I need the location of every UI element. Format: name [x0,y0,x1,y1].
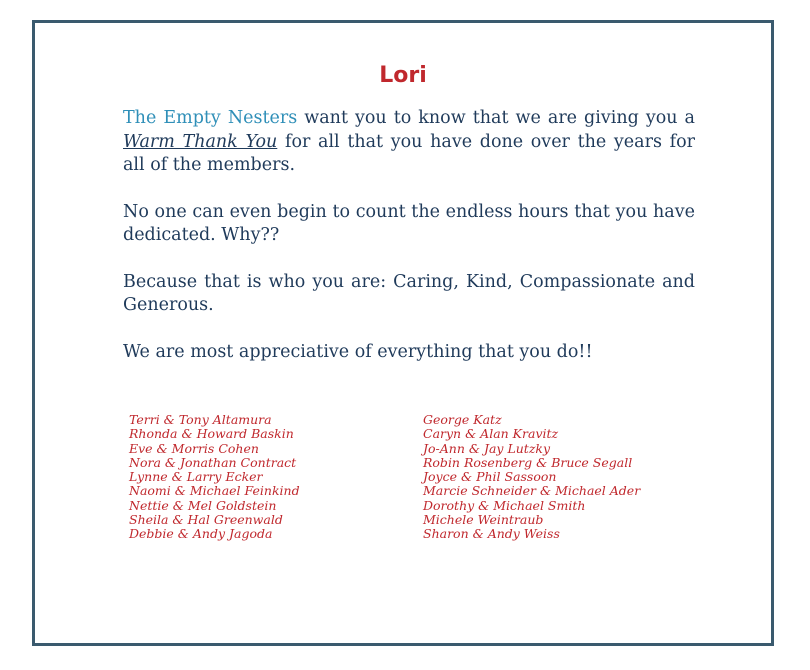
signature: Lynne & Larry Ecker [129,469,263,485]
message-paragraph-2: No one can even begin to count the endless hours that you have dedicated. Why?? [123,201,695,245]
signature: Sharon & Andy Weiss [423,526,560,542]
group-name: The Empty Nesters [123,108,298,128]
signature: Terri & Tony Altamura [129,412,272,427]
message-paragraph-4: We are most appreciative of everything that you do!! [123,341,593,362]
signature: Nora & Jonathan Contract [129,454,297,470]
signature: Joyce & Phil Sassoon [423,469,557,485]
signature: Debbie & Andy Jagoda [129,526,273,542]
signature: Robin Rosenberg & Bruce Segall [423,454,633,470]
paragraph-1-part-a: want you to know that we are giving you a [297,108,695,128]
signature: Jo-Ann & Jay Lutzky [423,440,551,456]
card-title: Lori [379,63,427,88]
signature: Rhonda & Howard Baskin [129,426,294,442]
warm-thank-you: Warm Thank You [123,131,278,152]
signature: Dorothy & Michael Smith [423,497,586,513]
signature: Michele Weintraub [423,512,544,528]
card-message [123,107,695,387]
paragraph-1-part-b: for all that you have done over the years for all of the members. [123,131,695,175]
signatures-right-column [423,413,640,542]
message-paragraph-1 [123,107,695,178]
signature: Marcie Schneider & Michael Ader [423,483,641,499]
signature: Nettie & Mel Goldstein [129,497,277,513]
message-paragraph-3: Because that is who you are: Caring, Kind, Compassionate and Generous. [123,271,695,315]
signature: Caryn & Alan Kravitz [423,426,559,442]
signatures-left-column [129,413,300,542]
signature: Sheila & Hal Greenwald [129,512,283,528]
signature: George Katz [423,412,502,427]
signature: Naomi & Michael Feinkind [129,483,300,499]
thank-you-card [32,20,774,646]
signature: Eve & Morris Cohen [129,440,259,456]
